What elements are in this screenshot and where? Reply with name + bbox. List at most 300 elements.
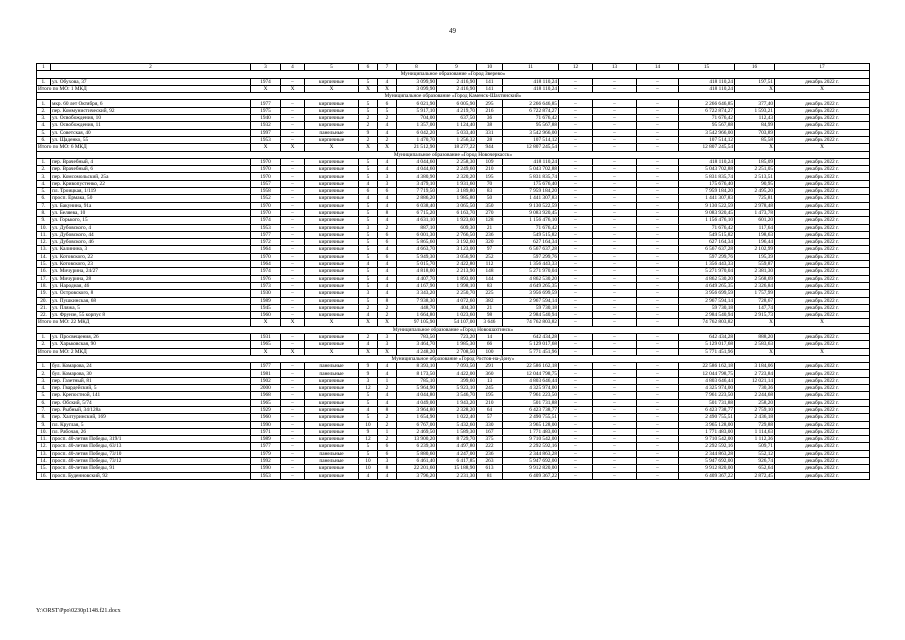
table-cell: 2 bbox=[378, 224, 397, 231]
table-cell: 10 bbox=[359, 458, 378, 465]
table-cell: декабрь 2022 г. bbox=[775, 428, 870, 435]
column-number-cell: 9 bbox=[437, 64, 477, 71]
table-cell: 12 044 798,75 bbox=[679, 370, 735, 377]
table-cell: – bbox=[559, 297, 593, 304]
table-cell: 2 bbox=[359, 304, 378, 311]
table-cell: 16. bbox=[37, 472, 51, 479]
table-cell: – bbox=[281, 297, 305, 304]
table-cell: 5 bbox=[378, 107, 397, 114]
column-number-cell: 11 bbox=[503, 64, 559, 71]
table-cell: просп. 40-летия Победы, 73/10 bbox=[51, 450, 251, 457]
table-cell: просп. Буденновский, 92 bbox=[51, 472, 251, 479]
table-cell: 10. bbox=[37, 224, 51, 231]
table-cell: 4 bbox=[359, 472, 378, 479]
table-cell: 1 943,20 bbox=[437, 399, 477, 406]
table-cell: 2 490 755,51 bbox=[679, 414, 735, 421]
table-cell: – bbox=[593, 166, 637, 173]
table-row bbox=[37, 414, 870, 421]
table-cell: 4 497,80 bbox=[437, 443, 477, 450]
total-cell: X bbox=[735, 319, 775, 326]
table-cell: кирпичные bbox=[305, 268, 359, 275]
table-cell: ул. Фрунзе, 55 корпус 8 bbox=[51, 312, 251, 319]
table-cell: 7. bbox=[37, 202, 51, 209]
table-cell: – bbox=[637, 107, 679, 114]
table-row bbox=[37, 78, 870, 85]
table-cell: кирпичные bbox=[305, 421, 359, 428]
table-cell: – bbox=[559, 414, 593, 421]
table-cell: – bbox=[637, 122, 679, 129]
table-cell: – bbox=[593, 100, 637, 107]
table-cell: 1960 bbox=[251, 312, 281, 319]
table-cell: ул. Дубовского, 44 bbox=[51, 231, 251, 238]
table-cell: – bbox=[637, 436, 679, 443]
table-cell: ул. Горького, 15 bbox=[51, 217, 251, 224]
table-cell: 3 965 128,00 bbox=[679, 421, 735, 428]
table-cell: 13 bbox=[477, 377, 503, 384]
total-cell: 74 762 803,82 bbox=[679, 319, 735, 326]
table-cell: 9 083 920,45 bbox=[503, 209, 559, 216]
table-cell: – bbox=[559, 341, 593, 348]
table-cell: 5 bbox=[359, 209, 378, 216]
footer-path: Y:\ORST\Ppo\0230p1148.f21.docx bbox=[36, 608, 121, 614]
table-cell: – bbox=[281, 304, 305, 311]
table-cell: – bbox=[559, 100, 593, 107]
table-cell: 1957 bbox=[251, 180, 281, 187]
table-cell: – bbox=[593, 188, 637, 195]
table-cell: 3 189,80 bbox=[437, 188, 477, 195]
table-cell: 1 023,60 bbox=[437, 312, 477, 319]
table-cell: – bbox=[281, 173, 305, 180]
table-cell: – bbox=[281, 202, 305, 209]
table-cell: 4 167,90 bbox=[397, 282, 437, 289]
table-cell: 97 bbox=[477, 246, 503, 253]
total-cell: 2 416,90 bbox=[437, 85, 477, 92]
table-cell: – bbox=[593, 122, 637, 129]
table-cell: 70 bbox=[477, 180, 503, 187]
table-row bbox=[37, 450, 870, 457]
table-cell: 4 325 974,00 bbox=[679, 385, 735, 392]
table-cell: 66 bbox=[477, 341, 503, 348]
table-cell: 50 bbox=[477, 195, 503, 202]
table-cell: 8 729,70 bbox=[437, 436, 477, 443]
table-cell: 4 bbox=[378, 158, 397, 165]
table-cell: 141 bbox=[477, 78, 503, 85]
table-cell: 12 bbox=[359, 385, 378, 392]
table-cell: 12. bbox=[37, 239, 51, 246]
table-cell: 6. bbox=[37, 195, 51, 202]
table-cell: бул. Комарова, 24 bbox=[51, 363, 251, 370]
total-cell: – bbox=[593, 319, 637, 326]
table-row bbox=[37, 188, 870, 195]
table-cell: – bbox=[593, 458, 637, 465]
table-cell: 7 959 184,20 bbox=[503, 188, 559, 195]
table-cell: – bbox=[559, 290, 593, 297]
table-cell: 1 124,40 bbox=[437, 122, 477, 129]
table-row bbox=[37, 107, 870, 114]
total-cell: X bbox=[775, 144, 870, 151]
table-cell: 2 bbox=[359, 136, 378, 143]
table-cell: 6 409 367,22 bbox=[503, 472, 559, 479]
table-cell: 13 900,20 bbox=[397, 436, 437, 443]
table-cell: 1970 bbox=[251, 158, 281, 165]
table-row bbox=[37, 122, 870, 129]
total-cell: 3 099,90 bbox=[397, 85, 437, 92]
table-cell: – bbox=[637, 188, 679, 195]
table-cell: 6 bbox=[378, 443, 397, 450]
table-cell: 1965 bbox=[251, 341, 281, 348]
table-cell: 6 423 738,77 bbox=[503, 406, 559, 413]
table-cell: – bbox=[281, 239, 305, 246]
table-row bbox=[37, 195, 870, 202]
table-cell: – bbox=[281, 377, 305, 384]
table-cell: 4 bbox=[359, 341, 378, 348]
table-cell: пл. Троицкая, 1/119 bbox=[51, 188, 251, 195]
column-number-cell: 16 bbox=[735, 64, 775, 71]
section-title-row bbox=[37, 326, 870, 333]
table-cell: 4 044,60 bbox=[397, 166, 437, 173]
table-cell: декабрь 2022 г. bbox=[775, 297, 870, 304]
table-cell: 83 bbox=[477, 282, 503, 289]
table-cell: 196,44 bbox=[735, 239, 775, 246]
table-cell: 7 961 223,50 bbox=[503, 392, 559, 399]
table-cell: 17. bbox=[37, 275, 51, 282]
table-cell: декабрь 2022 г. bbox=[775, 224, 870, 231]
table-cell: 5 bbox=[359, 107, 378, 114]
table-cell: 4 803 646,44 bbox=[503, 377, 559, 384]
table-cell: декабрь 2022 г. bbox=[775, 377, 870, 384]
table-cell: – bbox=[281, 209, 305, 216]
table-cell: 1964 bbox=[251, 261, 281, 268]
table-cell: 1 bbox=[378, 428, 397, 435]
table-cell: 167 bbox=[477, 428, 503, 435]
table-cell: 6 bbox=[378, 450, 397, 457]
table-cell: 4 407,70 bbox=[397, 275, 437, 282]
table-cell: 926,74 bbox=[735, 458, 775, 465]
table-cell: пер. Обский, 5/74 bbox=[51, 399, 251, 406]
table-cell: 9 bbox=[359, 370, 378, 377]
section-title: Муниципальное образование «Город Новошахтинск» bbox=[37, 326, 870, 333]
table-cell: 195 bbox=[477, 173, 503, 180]
table-cell: 4 bbox=[378, 363, 397, 370]
table-cell: 1 771 483,00 bbox=[679, 428, 735, 435]
table-cell: 59 730,18 bbox=[679, 304, 735, 311]
table-cell: 3 542 966,00 bbox=[503, 129, 559, 136]
table-row bbox=[37, 333, 870, 340]
table-cell: 2 bbox=[378, 436, 397, 443]
table-cell: 2 568,69 bbox=[735, 275, 775, 282]
total-cell: – bbox=[593, 144, 637, 151]
table-cell: 4 072,60 bbox=[437, 297, 477, 304]
table-cell: ул. Обухова, 37 bbox=[51, 78, 251, 85]
table-cell: ул. Калинина, 3 bbox=[51, 246, 251, 253]
table-cell: декабрь 2022 г. bbox=[775, 115, 870, 122]
table-cell: 1964 bbox=[251, 246, 281, 253]
table-cell: – bbox=[593, 78, 637, 85]
table-cell: кирпичные bbox=[305, 100, 359, 107]
table-cell: 5 923,10 bbox=[437, 385, 477, 392]
table-cell: – bbox=[559, 261, 593, 268]
table-cell: 5 bbox=[359, 443, 378, 450]
total-cell: X bbox=[378, 85, 397, 92]
table-cell: 4 422,00 bbox=[437, 370, 477, 377]
table-row bbox=[37, 173, 870, 180]
table-cell: – bbox=[593, 421, 637, 428]
table-cell: 1 664,80 bbox=[397, 312, 437, 319]
table-cell: декабрь 2022 г. bbox=[775, 450, 870, 457]
table-cell: 83 bbox=[477, 188, 503, 195]
table-cell: 501 731,88 bbox=[679, 399, 735, 406]
total-cell: 18 277,22 bbox=[437, 144, 477, 151]
table-cell: 8 bbox=[378, 209, 397, 216]
column-number-row bbox=[37, 64, 870, 71]
table-cell: 2 258,30 bbox=[437, 158, 477, 165]
table-cell: – bbox=[559, 275, 593, 282]
table-cell: 2 978,48 bbox=[735, 202, 775, 209]
table-cell: 2 266 646,85 bbox=[503, 100, 559, 107]
table-cell: декабрь 2022 г. bbox=[775, 246, 870, 253]
table-cell: 5 bbox=[359, 399, 378, 406]
table-cell: 11. bbox=[37, 231, 51, 238]
table-cell: – bbox=[637, 239, 679, 246]
table-cell: 1974 bbox=[251, 217, 281, 224]
table-cell: – bbox=[637, 158, 679, 165]
table-cell: 609,30 bbox=[437, 224, 477, 231]
table-cell: 5 bbox=[359, 166, 378, 173]
table-cell: – bbox=[559, 370, 593, 377]
table-cell: – bbox=[637, 333, 679, 340]
table-cell: 38 bbox=[477, 122, 503, 129]
total-cell: – bbox=[593, 85, 637, 92]
table-cell: 3. bbox=[37, 173, 51, 180]
table-cell: 4 bbox=[378, 472, 397, 479]
table-cell: 197,51 bbox=[735, 78, 775, 85]
table-cell: – bbox=[559, 253, 593, 260]
table-cell: кирпичные bbox=[305, 136, 359, 143]
table-cell: 2 231,30 bbox=[437, 472, 477, 479]
table-row bbox=[37, 253, 870, 260]
table-cell: 36 bbox=[477, 115, 503, 122]
table-cell: – bbox=[593, 195, 637, 202]
table-cell: 4 bbox=[378, 246, 397, 253]
table-cell: 258,20 bbox=[735, 399, 775, 406]
table-row bbox=[37, 129, 870, 136]
table-cell: 887,10 bbox=[397, 224, 437, 231]
table-row bbox=[37, 180, 870, 187]
total-cell: 141 bbox=[477, 85, 503, 92]
table-row bbox=[37, 399, 870, 406]
table-cell: 21 bbox=[477, 224, 503, 231]
table-cell: 320 bbox=[477, 239, 503, 246]
table-cell: – bbox=[593, 392, 637, 399]
table-cell: 18. bbox=[37, 282, 51, 289]
table-cell: 1 bbox=[378, 377, 397, 384]
table-cell: – bbox=[281, 275, 305, 282]
table-cell: 613 bbox=[477, 465, 503, 472]
table-cell: – bbox=[637, 472, 679, 479]
table-cell: 2 416,90 bbox=[437, 78, 477, 85]
table-cell: декабрь 2022 г. bbox=[775, 78, 870, 85]
table-cell: 64 bbox=[477, 406, 503, 413]
table-cell: 7 961 223,50 bbox=[679, 392, 735, 399]
table-cell: 21 bbox=[477, 304, 503, 311]
table-cell: – bbox=[593, 399, 637, 406]
table-cell: 4 380,90 bbox=[397, 173, 437, 180]
table-cell: кирпичные bbox=[305, 239, 359, 246]
table-cell: 1 441 307,83 bbox=[679, 195, 735, 202]
table-cell: 291 bbox=[477, 363, 503, 370]
table-cell: 4. bbox=[37, 180, 51, 187]
table-cell: 1973 bbox=[251, 282, 281, 289]
table-cell: 8 173,50 bbox=[397, 370, 437, 377]
table-cell: 5. bbox=[37, 188, 51, 195]
table-cell: просп. 40-летия Победы, 73/12 bbox=[51, 458, 251, 465]
section-title-row bbox=[37, 151, 870, 158]
table-cell: декабрь 2022 г. bbox=[775, 472, 870, 479]
table-cell: 4 325 974,00 bbox=[503, 385, 559, 392]
table-cell: – bbox=[281, 443, 305, 450]
table-cell: кирпичные bbox=[305, 166, 359, 173]
table-cell: – bbox=[637, 180, 679, 187]
table-cell: 5 bbox=[359, 239, 378, 246]
table-cell: – bbox=[593, 443, 637, 450]
table-cell: кирпичные bbox=[305, 195, 359, 202]
table-cell: 559,87 bbox=[735, 261, 775, 268]
table-cell: 5 917,10 bbox=[397, 107, 437, 114]
table-cell: 1997 bbox=[251, 129, 281, 136]
table-cell: 418 110,24 bbox=[503, 78, 559, 85]
table-cell: 14. bbox=[37, 253, 51, 260]
total-label: Итого по МО: 2 МКД bbox=[37, 348, 251, 355]
table-cell: – bbox=[637, 414, 679, 421]
table-cell: – bbox=[593, 224, 637, 231]
table-row bbox=[37, 166, 870, 173]
table-cell: 4. bbox=[37, 122, 51, 129]
table-cell: ул. Дубовского, 46 bbox=[51, 239, 251, 246]
table-row bbox=[37, 224, 870, 231]
total-cell: X bbox=[305, 144, 359, 151]
column-number-cell: 5 bbox=[305, 64, 359, 71]
table-cell: – bbox=[281, 421, 305, 428]
table-cell: 1 593,21 bbox=[735, 107, 775, 114]
table-cell: 2 bbox=[378, 414, 397, 421]
table-cell: – bbox=[637, 458, 679, 465]
table-cell: 13. bbox=[37, 450, 51, 457]
table-row bbox=[37, 217, 870, 224]
table-cell: – bbox=[281, 188, 305, 195]
table-cell: 4 bbox=[378, 195, 397, 202]
table-cell: – bbox=[559, 180, 593, 187]
table-cell: 4 649 265,35 bbox=[679, 282, 735, 289]
table-row bbox=[37, 202, 870, 209]
table-cell: ул. Беляева, 10 bbox=[51, 209, 251, 216]
table-row bbox=[37, 231, 870, 238]
table-cell: 175 676,40 bbox=[503, 180, 559, 187]
table-cell: кирпичные bbox=[305, 312, 359, 319]
table-cell: 1931 bbox=[251, 333, 281, 340]
table-cell: 6 bbox=[378, 231, 397, 238]
table-cell: – bbox=[559, 268, 593, 275]
table-cell: – bbox=[281, 414, 305, 421]
table-cell: – bbox=[281, 78, 305, 85]
table-cell: 1 441 307,83 bbox=[503, 195, 559, 202]
table-cell: – bbox=[593, 370, 637, 377]
table-cell: 22. bbox=[37, 312, 51, 319]
table-cell: – bbox=[559, 115, 593, 122]
table-cell: 6 722 874,27 bbox=[679, 107, 735, 114]
table-cell: 627 164,34 bbox=[679, 239, 735, 246]
table-cell: пер. Врачебный, 6 bbox=[51, 166, 251, 173]
table-cell: – bbox=[637, 377, 679, 384]
table-cell: 404,30 bbox=[437, 304, 477, 311]
column-number-cell: 6 bbox=[359, 64, 378, 71]
table-cell: 2 490 755,51 bbox=[503, 414, 559, 421]
table-cell: кирпичные bbox=[305, 282, 359, 289]
table-cell: ул. Мичурина, 28 bbox=[51, 275, 251, 282]
table-cell: – bbox=[559, 122, 593, 129]
table-cell: 109 bbox=[477, 158, 503, 165]
table-cell: – bbox=[559, 209, 593, 216]
table-cell: 57 bbox=[477, 414, 503, 421]
table-cell: 3 479,10 bbox=[397, 180, 437, 187]
total-cell: X bbox=[775, 319, 870, 326]
table-cell: декабрь 2022 г. bbox=[775, 370, 870, 377]
table-cell: кирпичные bbox=[305, 290, 359, 297]
table-cell: 3 bbox=[378, 333, 397, 340]
section-title-row bbox=[37, 93, 870, 100]
table-cell: 263 bbox=[477, 458, 503, 465]
table-cell: 5 bbox=[359, 217, 378, 224]
table-cell: – bbox=[559, 195, 593, 202]
table-cell: 2 250,70 bbox=[437, 290, 477, 297]
table-cell: ул. Пушкинская, 68 bbox=[51, 297, 251, 304]
table-cell: 95 567,88 bbox=[679, 122, 735, 129]
table-cell: декабрь 2022 г. bbox=[775, 282, 870, 289]
total-cell: – bbox=[637, 85, 679, 92]
table-cell: – bbox=[637, 100, 679, 107]
table-cell: 704,00 bbox=[397, 115, 437, 122]
table-cell: ул. Щаденко, 55 bbox=[51, 136, 251, 143]
table-cell: 4 bbox=[378, 122, 397, 129]
table-cell: – bbox=[593, 246, 637, 253]
table-cell: 1 357,00 bbox=[397, 122, 437, 129]
table-cell: 2 320,20 bbox=[437, 173, 477, 180]
table-cell: 8. bbox=[37, 209, 51, 216]
table-cell: декабрь 2022 г. bbox=[775, 100, 870, 107]
table-cell: 1 470,70 bbox=[397, 136, 437, 143]
total-row bbox=[37, 144, 870, 151]
table-cell: 1989 bbox=[251, 297, 281, 304]
table-cell: 5 947 692,00 bbox=[679, 458, 735, 465]
table-cell: кирпичные bbox=[305, 188, 359, 195]
table-cell: кирпичные bbox=[305, 465, 359, 472]
table-cell: – bbox=[281, 100, 305, 107]
table-cell: 59 730,18 bbox=[503, 304, 559, 311]
table-cell: 15 188,90 bbox=[437, 465, 477, 472]
table-cell: ул. Дубовского, 4 bbox=[51, 224, 251, 231]
table-cell: 4 bbox=[378, 129, 397, 136]
table-cell: 252 bbox=[477, 253, 503, 260]
table-cell: 4 bbox=[359, 261, 378, 268]
table-cell: декабрь 2022 г. bbox=[775, 209, 870, 216]
table-cell: декабрь 2022 г. bbox=[775, 275, 870, 282]
table-cell: 3 184,06 bbox=[735, 363, 775, 370]
table-cell: кирпичные bbox=[305, 253, 359, 260]
table-cell: – bbox=[281, 246, 305, 253]
table-cell: кирпичные bbox=[305, 443, 359, 450]
table-cell: ул. Освобождения, 11 bbox=[51, 122, 251, 129]
table-cell: – bbox=[593, 136, 637, 143]
table-cell: – bbox=[281, 333, 305, 340]
